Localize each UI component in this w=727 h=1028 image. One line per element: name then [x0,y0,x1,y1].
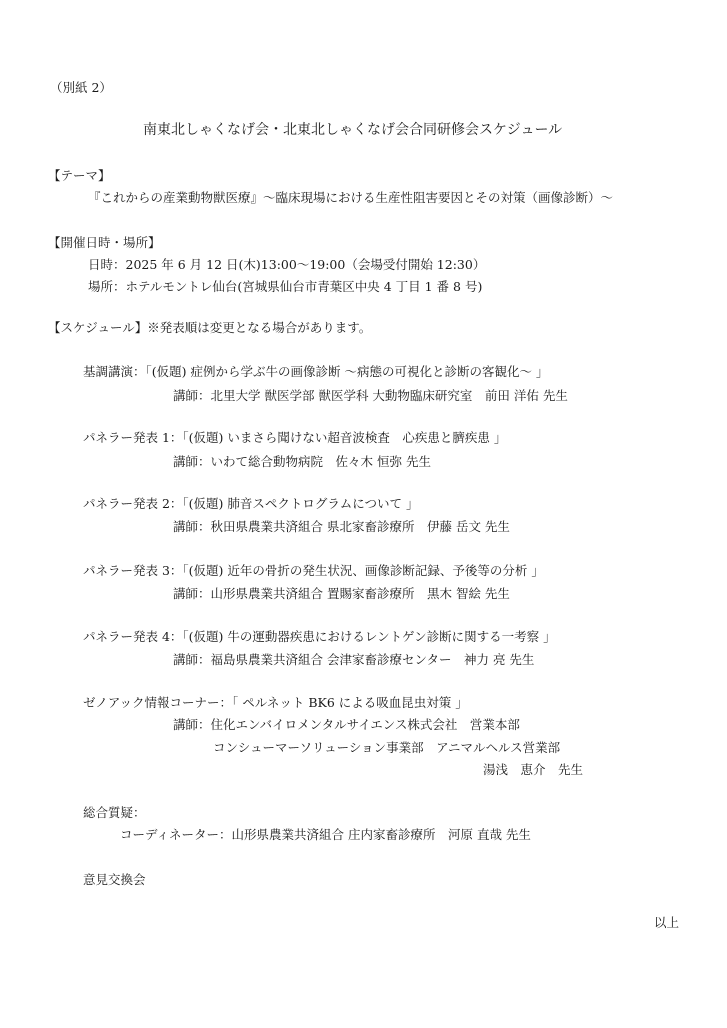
theme-text: 『これからの産業動物獣医療』～臨床現場における生産性阻害要因とその対策（画像診断）～ [88,190,614,205]
panel4-title: パネラー発表 4：「(仮題) 牛の運動器疾患におけるレントゲン診断に関する一考察 」 [83,629,556,644]
event-date: 日時：2025 年 6 月 12 日(木)13:00～19:00（会場受付開始 12:30） [88,257,486,272]
zenoaq-title: ゼノアック情報コーナー：「 ペルネット BK6 による吸血昆虫対策 」 [83,695,468,710]
datetime-heading: 【開催日時・場所】 [48,235,161,250]
theme-heading: 【テーマ】 [48,168,111,183]
panel3-title: パネラー発表 3：「(仮題) 近年の骨折の発生状況、画像診断記録、予後等の分析 」 [83,563,544,578]
panel3-speaker: 講師：山形県農業共済組合 置賜家畜診療所 黒木 智絵 先生 [173,586,510,601]
exchange-meeting: 意見交換会 [83,872,146,887]
panel1-title: パネラー発表 1：「(仮題) いまさら聞けない超音波検査 心疾患と臍疾患 」 [83,430,507,445]
appendix-label: （別紙 2） [50,80,112,95]
keynote-title: 基調講演：「(仮題) 症例から学ぶ牛の画像診断 ～病態の可視化と診断の客観化～ 」 [83,364,549,379]
qa-coordinator: コーディネーター：山形県農業共済組合 庄内家畜診療所 河原 直哉 先生 [120,827,531,842]
event-place: 場所：ホテルモントレ仙台(宮城県仙台市青葉区中央 4 丁目 1 番 8 号) [88,279,483,294]
panel2-speaker: 講師：秋田県農業共済組合 県北家畜診療所 伊藤 岳文 先生 [173,519,510,534]
panel1-speaker: 講師：いわて総合動物病院 佐々木 恒弥 先生 [173,454,431,469]
zenoaq-speaker-line3: 湯浅 恵介 先生 [483,762,584,777]
panel4-speaker: 講師：福島県農業共済組合 会津家畜診療センター 神力 亮 先生 [173,652,535,667]
schedule-heading: 【スケジュール】※発表順は変更となる場合があります。 [48,320,372,335]
closing-mark: 以上 [654,915,680,930]
panel2-title: パネラー発表 2：「(仮題) 肺音スペクトログラムについて 」 [83,496,419,511]
page-title: 南東北しゃくなげ会・北東北しゃくなげ会合同研修会スケジュール [143,122,563,138]
keynote-speaker: 講師：北里大学 獣医学部 獣医学科 大動物臨床研究室 前田 洋佑 先生 [173,388,568,403]
zenoaq-speaker-line1: 講師：住化エンバイロメンタルサイエンス株式会社 営業本部 [173,717,520,732]
zenoaq-speaker-line2: コンシューマーソリューション事業部 アニマルヘルス営業部 [213,740,561,755]
qa-title: 総合質疑： [83,805,146,820]
